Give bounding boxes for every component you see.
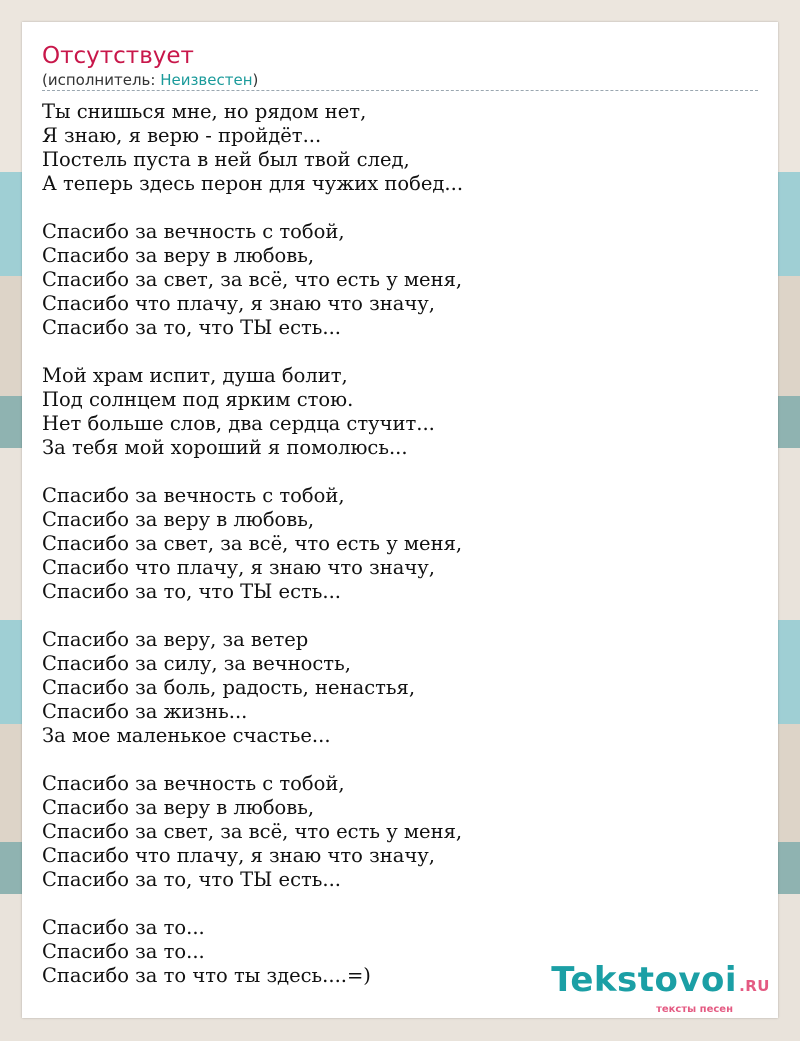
song-title: Отсутствует [42, 43, 194, 69]
logo-name: Tekstovoi [551, 960, 738, 1000]
title-divider [42, 90, 758, 91]
logo-domain: .RU [739, 977, 770, 995]
logo-tagline: тексты песен [656, 1004, 733, 1015]
artist-suffix: ) [252, 71, 259, 89]
artist-prefix: (исполнитель: [42, 71, 161, 89]
artist-line [42, 70, 258, 90]
artist-link[interactable]: Неизвестен [160, 71, 253, 89]
logo-wordmark [551, 962, 770, 1004]
lyrics-card [22, 22, 778, 1018]
site-logo[interactable] [551, 962, 770, 1016]
lyrics-text: Ты снишься мне, но рядом нет, Я знаю, я верю - пройдёт... Постель пуста в ней был твой след, А теперь здесь перон для чужих побед... Спасибо за вечность с тобой, Спасибо за веру в любовь, Спасибо за свет, за всё, что есть у меня, Спасибо что плачу, я знаю что значу, Спасибо за то, что ТЫ есть... Мой храм испит, душа болит, Под солнцем под ярким стою. Нет больше слов, два сердца стучит... За тебя мой хороший я помолюсь... Спасибо за вечность с тобой, Спасибо за веру в любовь, Спасибо за свет, за всё, что есть у меня, Спасибо что плачу, я знаю что значу, Спасибо за то, что ТЫ есть... Спасибо за веру, за ветер Спасибо за силу, за вечность, Спасибо за боль, радость, ненастья, Спасибо за жизнь... За мое маленькое счастье... Спасибо за вечность с тобой, Спасибо за веру в любовь, Спасибо за свет, за всё, что есть у меня, Спасибо что плачу, я знаю что значу, Спасибо за то, что ТЫ есть... Спасибо за то... Спасибо за то... Спасибо за то что ты здесь....=) [42, 100, 464, 987]
